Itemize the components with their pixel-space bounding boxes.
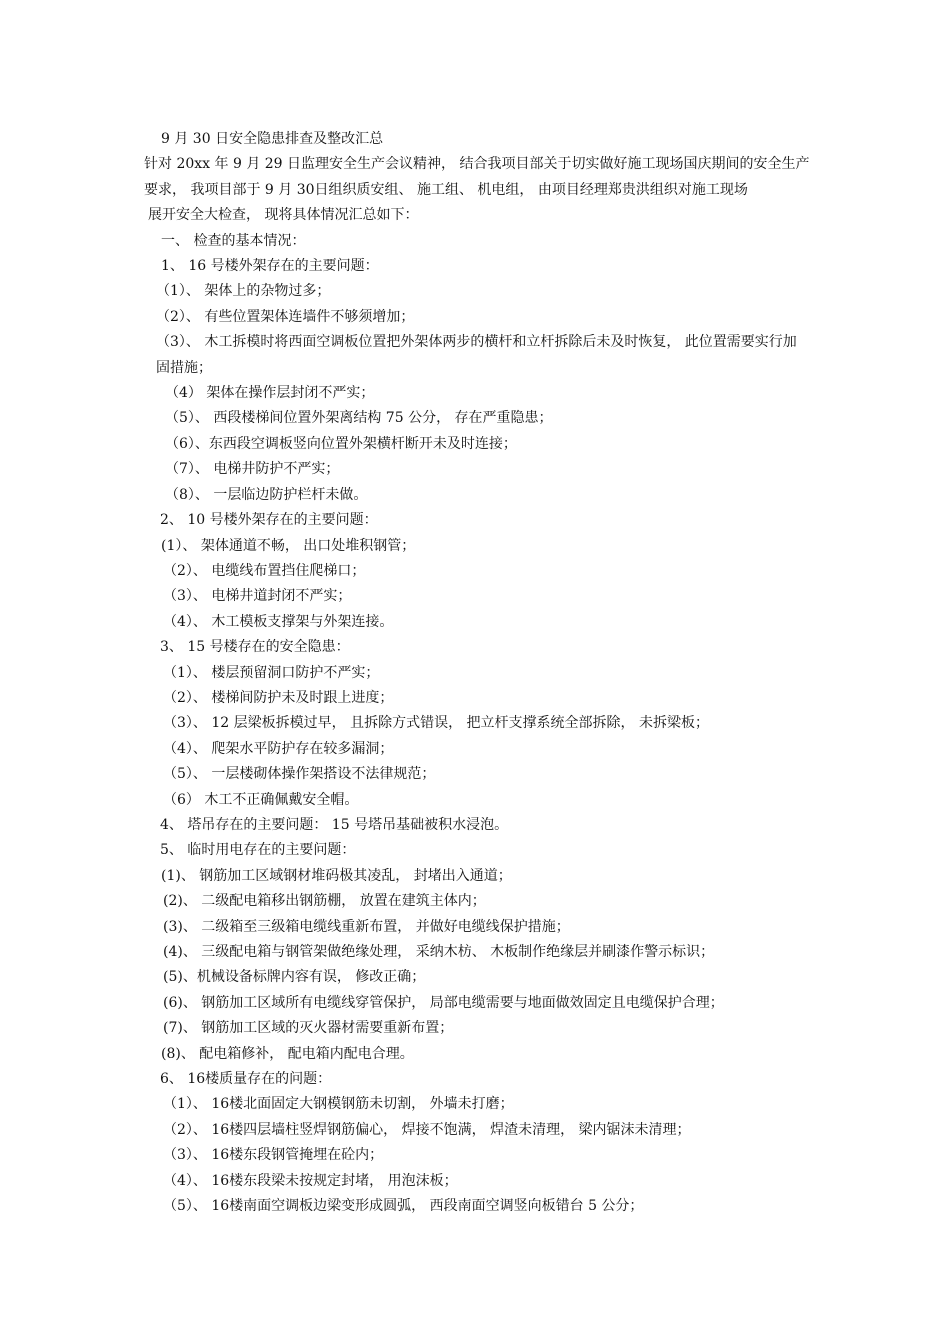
- group-1-title: 1、 16 号楼外架存在的主要问题：: [161, 258, 379, 275]
- document-body: [143, 127, 823, 1219]
- intro-paragraph: [143, 152, 812, 203]
- list-item: （3）、 12 层梁板拆模过早， 且拆除方式错误， 把立杆支撑系统全部拆除， 未拆梁板；: [163, 715, 709, 732]
- list-item: (1）、 架体通道不畅， 出口处堆积钢管；: [161, 537, 416, 554]
- list-item: （8）、 一层临边防护栏杆未做。: [165, 486, 368, 503]
- list-item: （3）、 电梯井道封闭不严实；: [163, 588, 352, 605]
- list-item: （1）、 16楼北面固定大钢模钢筋未切割， 外墙未打磨；: [163, 1096, 514, 1113]
- list-item: （2）、 16楼四层墙柱竖焊钢筋偏心， 焊接不饱满， 焊渣未清理， 梁内锯沫未清理；: [163, 1121, 691, 1138]
- group-4-title: 4、 塔吊存在的主要问题： 15 号塔吊基础被积水浸泡。: [160, 816, 509, 833]
- group-6-title: 6、 16楼质量存在的问题：: [160, 1071, 332, 1088]
- list-item: （2）、 有些位置架体连墙件不够须增加；: [156, 308, 415, 325]
- list-item-text: （3）、 木工拆模时将西面空调板位置把外架体两步的横杆和立杆拆除后未及时恢复， 此位置需要实行加固措施；: [156, 334, 797, 376]
- list-item: （7）、 电梯井防护不严实；: [165, 461, 340, 478]
- list-item: （5）、 16楼南面空调板边梁变形成圆弧， 西段南面空调竖向板错台 5 公分；: [163, 1198, 644, 1215]
- list-item: （5）、 西段楼梯间位置外架离结构 75 公分， 存在严重隐患；: [165, 410, 553, 427]
- list-item: (5)、机械设备标牌内容有误， 修改正确；: [163, 969, 426, 986]
- section-heading-1: 一、 检查的基本情况：: [161, 232, 306, 249]
- list-item: （2）、 楼梯间防护未及时跟上进度；: [163, 689, 394, 706]
- list-item: （2）、 电缆线布置挡住爬梯口；: [163, 562, 366, 579]
- list-item: （6） 木工不正确佩戴安全帽。: [163, 791, 359, 808]
- list-item: (3)、 二级箱至三级箱电缆线重新布置， 并做好电缆线保护措施；: [163, 918, 570, 935]
- list-item: （4）、 爬架水平防护存在较多漏洞；: [163, 740, 394, 757]
- list-item: （1）、 楼层预留洞口防护不严实；: [163, 664, 380, 681]
- list-item: (1)、 钢筋加工区域钢材堆码极其凌乱， 封堵出入通道；: [161, 867, 512, 884]
- list-item: (6)、 钢筋加工区域所有电缆线穿管保护， 局部电缆需要与地面做效固定且电缆保护合理；: [163, 994, 724, 1011]
- group-5-title: 5、 临时用电存在的主要问题：: [160, 842, 356, 859]
- list-item: (8)、 配电箱修补， 配电箱内配电合理。: [161, 1045, 414, 1062]
- document-title: 9 月 30 日安全隐患排查及整改汇总: [161, 131, 384, 147]
- list-item: （1）、 架体上的杂物过多；: [156, 283, 331, 300]
- list-item: （4）、 16楼东段梁未按规定封堵， 用泡沫板；: [163, 1172, 458, 1189]
- list-item: （5）、 一层楼砌体操作架搭设不法律规范；: [163, 766, 436, 783]
- list-item: [143, 330, 806, 381]
- list-item: (7)、 钢筋加工区域的灭火器材需要重新布置；: [163, 1020, 454, 1037]
- list-item: （3）、 16楼东段钢管掩埋在砼内；: [163, 1147, 384, 1164]
- intro-text: 针对 20xx 年 9 月 29 日监理安全生产会议精神， 结合我项目部关于切实做好施工现场国庆期间的安全生产要求， 我项目部于 9 月 30日组织质安组、 施工组、 机电组， 由项目经理郑贵洪组织对施工现场: [144, 156, 810, 198]
- list-item: (2)、 二级配电箱移出钢筋棚， 放置在建筑主体内；: [163, 893, 486, 910]
- group-2-title: 2、 10 号楼外架存在的主要问题：: [160, 512, 378, 529]
- list-item: (4)、 三级配电箱与钢管架做绝缘处理， 采纳木枋、 木板制作绝缘层并刷漆作警示标识；: [163, 944, 715, 960]
- list-item: （4）、 木工模板支撑架与外架连接。: [163, 613, 394, 630]
- list-item: （4） 架体在操作层封闭不严实；: [165, 385, 375, 402]
- group-3-title: 3、 15 号楼存在的安全隐患：: [160, 639, 350, 656]
- intro-paragraph-2: 展开安全大检查， 现将具体情况汇总如下：: [148, 207, 419, 224]
- list-item: （6）、东西段空调板竖向位置外架横杆断开未及时连接；: [165, 435, 517, 452]
